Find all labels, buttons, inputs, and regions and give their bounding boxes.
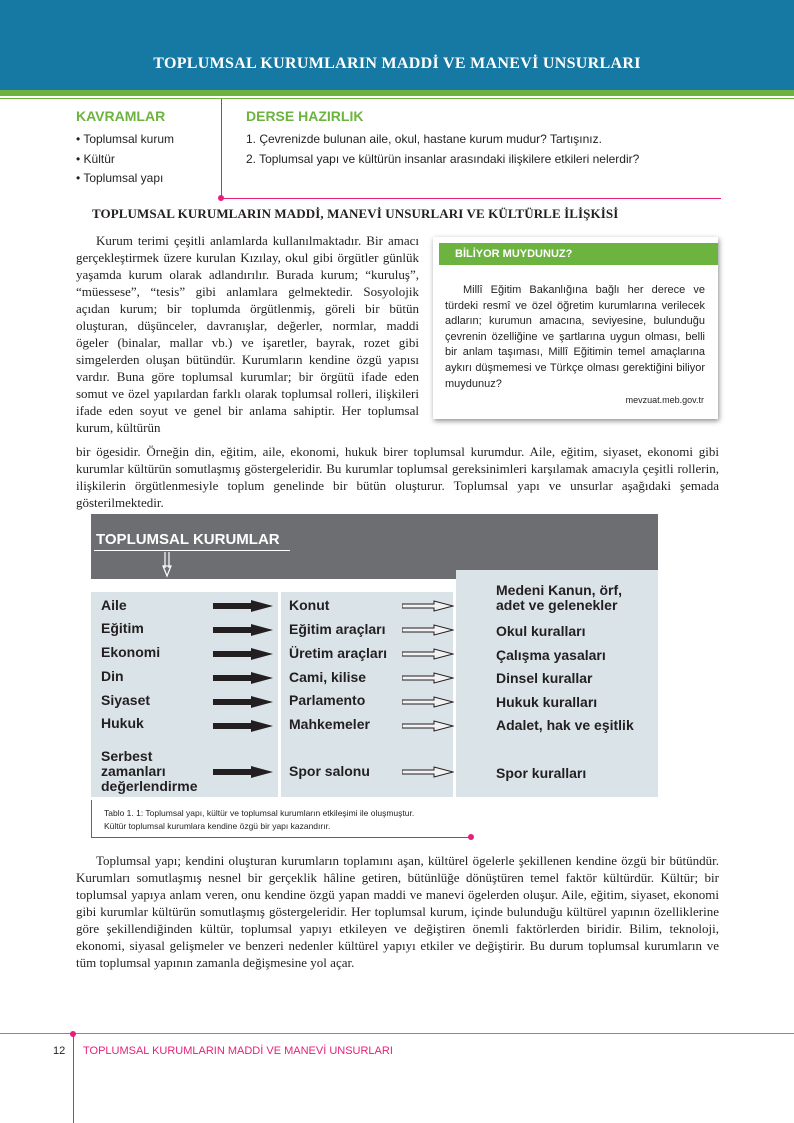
header-green-thin-line	[0, 98, 794, 99]
right-arrow-icon	[213, 766, 273, 778]
manevi-label: Adalet, hak ve eşitlik	[496, 717, 634, 733]
manevi-label: Hukuk kuralları	[496, 694, 598, 710]
biliyor-muydunuz-title: BİLİYOR MUYDUNUZ?	[455, 248, 573, 260]
footer-divider	[73, 1034, 74, 1123]
biliyor-muydunuz-source: mevzuat.meb.gov.tr	[625, 395, 704, 405]
right-arrow-icon	[402, 600, 454, 612]
kurum-label: Ekonomi	[101, 644, 161, 660]
biliyor-muydunuz-header	[439, 243, 718, 265]
footer-title: TOPLUMSAL KURUMLARIN MADDİ VE MANEVİ UNSURLARI	[83, 1045, 393, 1057]
kurum-label: Aile	[101, 597, 127, 613]
caption-dot	[468, 834, 474, 840]
diagram-caption	[104, 807, 414, 832]
kurum-label: Serbest zamanları değerlendirme	[101, 748, 198, 794]
right-arrow-icon	[402, 672, 454, 684]
caption-underline	[91, 837, 471, 838]
right-arrow-icon	[402, 624, 454, 636]
header-green-stripe	[0, 90, 794, 96]
right-arrow-icon	[213, 600, 273, 612]
derse-hazirlik-title: DERSE HAZIRLIK	[246, 108, 364, 124]
kavram-item: • Toplumsal yapı	[76, 171, 164, 185]
right-arrow-icon	[402, 720, 454, 732]
maddi-label: Parlamento	[289, 692, 366, 708]
derse-hazirlik-item: 1. Çevrenizde bulunan aile, okul, hastane kurum mudur? Tartışınız.	[246, 132, 602, 146]
paragraph-2: Toplumsal yapı; kendini oluşturan kurumların toplamını aşan, kültürel ögelerle şekillenen kendine özgü bir bütündür. Kurumları somutlaşmış nesnel bir gerçeklik hâline getiren, bütünlüğe dönüştüren temel faktör kültürdür. Kültür; bir toplumsal yapıya anlam veren, onu kendine özgü yapan maddi ve manevi ögelerden oluşur. Aile, eğitim, siyaset, ekonomi gibi kurumlar kültürün somutlaşmış göstergeleridir. Her toplumsal kurum, içinde bulunduğu kültürel yapının özelliklerine göre şekillendiğinden kültür, toplumsal yapıyı etkileyen ve değiştiren önemli faktörlerden biridir. Bilim, teknoloji, ekonomi, siyasal gelişmeler ve benzeri nedenler kültürel yapıyı etkiler ve değiştirir. Bu durum toplumsal kurumların ve tüm toplumsal yapının zamanla değişmesine yol açar.	[76, 853, 719, 970]
right-arrow-icon	[213, 672, 273, 684]
section-title: TOPLUMSAL KURUMLARIN MADDİ, MANEVİ UNSURLARI VE KÜLTÜRLE İLİŞKİSİ	[92, 206, 619, 221]
derse-hazirlik-list	[246, 130, 639, 169]
caption-line: Kültür toplumsal kurumlara kendine özgü bir yapı kazandırır.	[104, 820, 331, 831]
maddi-label: Cami, kilise	[289, 669, 367, 685]
paragraph-1: Kurum terimi çeşitli anlamlarda kullanılmaktadır. Bir amacı gerçekleştirmek üzere kurulan Kızılay, okul gibi örgütler günlük yaşamda kurum olarak adlandırılır. Burada kurum; “kuruluş”, “müessese”, “tesis” gibi anlamlara gelmektedir. Sosyolojik açıdan kurum; bir toplumda örgütlenmiş, göreli bir bütün oluşturan, düşünceler, davranışlar, değerler, normlar, maddi ögeler (binalar, mallar vb.) ve işaretler, bayrak, rozet gibi simgelerden oluşan bütündür. Kurumların kendine özgü yapısı vardır. Buna göre toplumsal kurumlar; bir örgütü ifade eden somut ve özel yapılardan farklı olarak toplumsal rolleri, ilişkileri ifade eden soyut ve genel bir anlama sahiptir. Her toplumsal kurum, kültürün	[76, 233, 419, 435]
right-arrow-icon	[402, 766, 454, 778]
manevi-label: Medeni Kanun, örf, adet ve gelenekler	[496, 582, 622, 613]
derse-hazirlik-item: 2. Toplumsal yapı ve kültürün insanlar arasındaki ilişkilere etkileri nelerdir?	[246, 151, 640, 166]
header-bar	[0, 0, 794, 90]
maddi-label: Konut	[289, 597, 330, 613]
caption-divider	[91, 800, 92, 838]
kavramlar-title: KAVRAMLAR	[76, 108, 166, 124]
biliyor-muydunuz-text: Millî Eğitim Bakanlığına bağlı her derece ve türdeki resmî ve özel öğretim kurumlarına verilecek adların; kurumun amacına, seviyesine, bulunduğu çevrenin özelliğine ve şartlarına uygun olması, belli bir anlam taşıması, Millî Eğitimin temel amaçlarına aykırı düşmemesi ve Türkçe olması gerektiğini biliyor muydunuz?	[445, 284, 705, 390]
manevi-label: Dinsel kurallar	[496, 670, 593, 686]
maddi-label: Mahkemeler	[289, 716, 370, 732]
right-arrow-icon	[213, 720, 273, 732]
caption-line: Tablo 1. 1: Toplumsal yapı, kültür ve toplumsal kurumların etkileşimi ile oluşmuştur.	[104, 808, 415, 818]
right-arrow-icon	[213, 696, 273, 708]
footer-rule	[0, 1033, 794, 1034]
maddi-label: Eğitim araçları	[289, 621, 386, 637]
diagram-title: TOPLUMSAL KURUMLAR	[96, 531, 280, 548]
manevi-label: Çalışma yasaları	[496, 647, 606, 663]
kavramlar-list	[76, 130, 174, 189]
page-header-title: TOPLUMSAL KURUMLARIN MADDİ VE MANEVİ UNSURLARI	[153, 55, 641, 72]
derse-hazirlik-underline	[221, 198, 721, 199]
right-arrow-icon	[213, 624, 273, 636]
paragraph-1-continued: bir ögesidir. Örneğin din, eğitim, aile, ekonomi, hukuk birer toplumsal kurumdur. Aile, eğitim, siyaset, ekonomi gibi kurumlar kültürün somutlaşmış göstergeleridir. Bu kurumlar toplumsal gereksinimleri karşılamak amacıyla çeşitli rollerin, ilişkilerin örgütlenmesiyle toplum genelinde bir bütün oluşturur. Toplumsal yapı ve unsurlar aşağıdaki şemada gösterilmektedir.	[76, 444, 719, 510]
kurum-label: Hukuk	[101, 715, 144, 731]
kavramlar-divider	[221, 99, 222, 198]
kavram-item: • Toplumsal kurum	[76, 132, 175, 146]
kurum-label: Eğitim	[101, 620, 144, 636]
diagram-title-underline	[94, 550, 290, 551]
kurum-label: Din	[101, 668, 124, 684]
right-arrow-icon	[402, 648, 454, 660]
biliyor-muydunuz-box	[433, 237, 718, 419]
maddi-label: Spor salonu	[289, 763, 370, 779]
manevi-label: Okul kuralları	[496, 623, 586, 639]
maddi-label: Üretim araçları	[289, 645, 388, 661]
kurum-label: Siyaset	[101, 692, 151, 708]
footer-dot	[70, 1031, 76, 1037]
page-number: 12	[53, 1045, 66, 1057]
kavram-item: • Kültür	[76, 151, 115, 166]
down-arrow-icon	[162, 552, 172, 578]
manevi-label: Spor kuralları	[496, 765, 587, 781]
right-arrow-icon	[213, 648, 273, 660]
right-arrow-icon	[402, 696, 454, 708]
